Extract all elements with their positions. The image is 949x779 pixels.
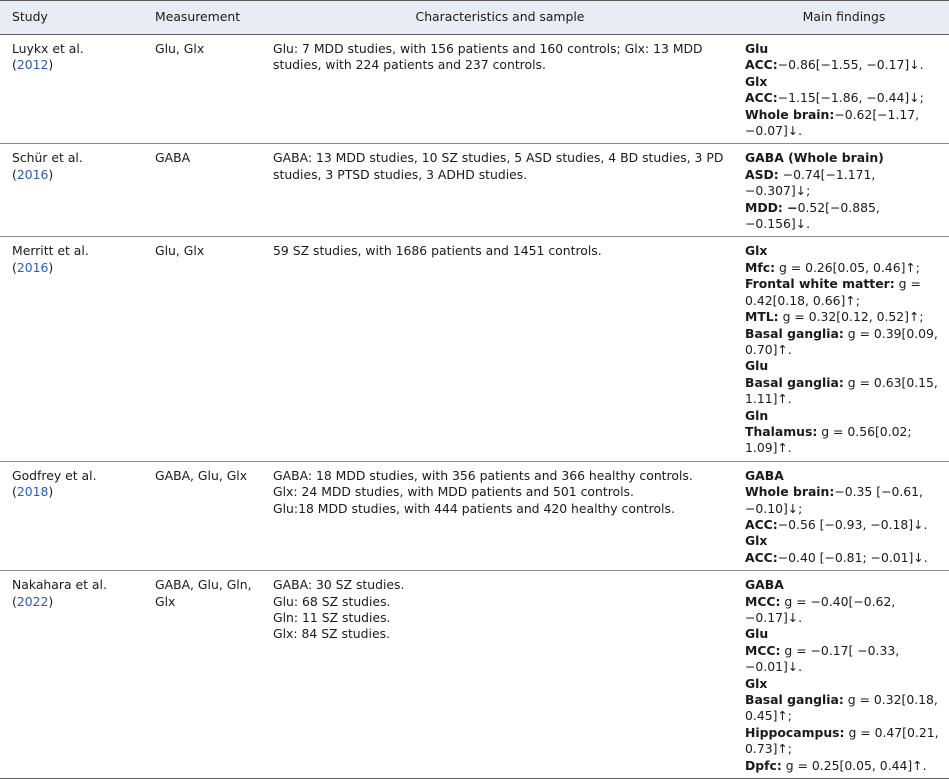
- table-row: [0, 461, 949, 570]
- finding-label: Mfc:: [745, 259, 776, 275]
- finding-value: g = 0.25[0.05, 0.44]↑.: [781, 757, 927, 773]
- finding-label: Frontal white matter:: [745, 276, 895, 292]
- study-year-link[interactable]: 2012: [16, 57, 49, 73]
- finding-label: GABA (Whole brain): [745, 150, 884, 166]
- finding-label: Glx: [745, 243, 768, 259]
- finding-value: g = 0.26[0.05, 0.46]↑;: [775, 259, 920, 275]
- finding-label: MCC:: [745, 593, 781, 609]
- finding-label: ASD:: [745, 166, 779, 182]
- finding-value: g = −0.40[−0.62, −0.17]↓.: [745, 593, 896, 625]
- finding-label: GABA: [745, 577, 784, 593]
- study-cell: Nakahara et al. (2022): [0, 571, 143, 779]
- finding-line: [745, 107, 943, 140]
- finding-line: [745, 309, 943, 325]
- characteristics-line: Glx: 24 MDD studies, with MDD patients and 501 controls.: [273, 484, 634, 500]
- finding-value: −1.15[−1.86, −0.44]↓;: [777, 90, 924, 106]
- study-cell: Godfrey et al. (2018): [0, 461, 143, 570]
- characteristics-line: GABA: 30 SZ studies.: [273, 577, 405, 593]
- finding-line: [745, 276, 943, 309]
- characteristics-line: Glx: 84 SZ studies.: [273, 626, 390, 642]
- characteristics-line: Glu: 68 SZ studies.: [273, 593, 391, 609]
- finding-value: 0.52[−0.885, −0.156]↓.: [745, 199, 880, 232]
- finding-line: [745, 517, 943, 533]
- finding-line: [745, 725, 943, 758]
- finding-value: g = 0.47[0.21, 0.73]↑;: [745, 724, 939, 757]
- finding-line: [745, 643, 943, 676]
- finding-line: [745, 577, 943, 593]
- finding-value: −0.56 [−0.93, −0.18]↓.: [777, 516, 928, 532]
- finding-line: [745, 326, 943, 359]
- finding-value: −0.62[−1.17, −0.07]↓.: [745, 106, 920, 139]
- characteristics-line: 59 SZ studies, with 1686 patients and 1451 controls.: [273, 243, 602, 259]
- characteristics-cell: [261, 144, 735, 237]
- characteristics-cell: [261, 237, 735, 461]
- characteristics-line: Glu: 7 MDD studies, with 156 patients and 160 controls; Glx: 13 MDD studies, with 224 patients and 237 controls.: [273, 41, 703, 73]
- finding-value: −0.40 [−0.81; −0.01]↓.: [777, 549, 928, 565]
- table-row: [0, 144, 949, 237]
- finding-line: [745, 758, 943, 774]
- finding-label: Whole brain:: [745, 106, 835, 122]
- header-characteristics: Characteristics and sample: [261, 1, 735, 35]
- finding-line: [745, 484, 943, 517]
- table-row: [0, 35, 949, 144]
- study-cell: Merritt et al. (2016): [0, 237, 143, 461]
- finding-label: Glu: [745, 626, 769, 642]
- study-author: Luykx et al.: [12, 41, 84, 56]
- header-study: Study: [0, 1, 143, 35]
- study-author: Schür et al.: [12, 150, 83, 166]
- finding-line: [745, 243, 943, 259]
- finding-label: ACC:: [745, 90, 778, 106]
- finding-label: Glu: [745, 358, 769, 374]
- finding-line: [745, 550, 943, 566]
- finding-label: Thalamus:: [745, 423, 818, 439]
- finding-line: [745, 41, 943, 57]
- characteristics-line: GABA: 18 MDD studies, with 356 patients and 366 healthy controls.: [273, 467, 693, 483]
- study-cell: Luykx et al. (2012): [0, 35, 143, 144]
- finding-line: [745, 424, 943, 457]
- finding-label: Basal ganglia:: [745, 325, 844, 341]
- finding-label: ACC:: [745, 516, 778, 532]
- finding-line: [745, 260, 943, 276]
- finding-label: Glx: [745, 73, 768, 89]
- study-year-link[interactable]: 2016: [16, 166, 49, 182]
- finding-line: [745, 167, 943, 200]
- finding-label: Hippocampus:: [745, 724, 845, 740]
- characteristics-cell: [261, 571, 735, 779]
- finding-line: [745, 358, 943, 374]
- finding-label: Basal ganglia:: [745, 692, 844, 708]
- finding-value: g = 0.32[0.12, 0.52]↑;: [778, 309, 924, 325]
- study-author: Merritt et al.: [12, 243, 89, 259]
- header-measurement: Measurement: [143, 1, 261, 35]
- study-year-link[interactable]: 2016: [16, 259, 49, 275]
- study-year-link[interactable]: 2018: [16, 484, 49, 500]
- finding-label: Basal ganglia:: [745, 374, 844, 390]
- study-cell: Schür et al. (2016): [0, 144, 143, 237]
- measurement-cell: Glu, Glx: [143, 237, 261, 461]
- study-year-link[interactable]: 2022: [16, 593, 49, 609]
- finding-label: ACC:: [745, 549, 778, 565]
- finding-line: [745, 533, 943, 549]
- characteristics-cell: [261, 35, 735, 144]
- finding-label: Glx: [745, 533, 768, 549]
- finding-line: [745, 594, 943, 627]
- finding-value: g = 0.63[0.15, 1.11]↑.: [745, 374, 938, 407]
- finding-line: [745, 468, 943, 484]
- table-row: [0, 237, 949, 461]
- measurement-cell: GABA: [143, 144, 261, 237]
- study-author: Godfrey et al.: [12, 467, 97, 483]
- characteristics-line: Glu:18 MDD studies, with 444 patients and 420 healthy controls.: [273, 500, 675, 516]
- header-row: [0, 1, 949, 35]
- measurement-cell: Glu, Glx: [143, 35, 261, 144]
- table-row: [0, 571, 949, 779]
- finding-line: [745, 57, 943, 73]
- findings-cell: [735, 571, 949, 779]
- finding-label: Glu: [745, 41, 769, 56]
- findings-cell: [735, 461, 949, 570]
- finding-line: [745, 74, 943, 90]
- finding-label: Glx: [745, 675, 768, 691]
- finding-label: MDD: −: [745, 199, 798, 215]
- finding-line: [745, 150, 943, 166]
- findings-cell: [735, 35, 949, 144]
- finding-value: −0.35 [−0.61, −0.10]↓;: [745, 484, 923, 516]
- characteristics-line: Gln: 11 SZ studies.: [273, 610, 391, 625]
- finding-label: Dpfc:: [745, 757, 782, 773]
- finding-value: g = −0.17[ −0.33, −0.01]↓.: [745, 642, 900, 675]
- finding-value: g = 0.32[0.18, 0.45]↑;: [745, 692, 938, 724]
- finding-line: [745, 200, 943, 233]
- findings-cell: [735, 144, 949, 237]
- finding-label: Whole brain:: [745, 484, 835, 500]
- finding-value: −0.74[−1.171, −0.307]↓;: [745, 166, 876, 199]
- characteristics-cell: [261, 461, 735, 570]
- finding-label: ACC:: [745, 57, 778, 73]
- measurement-cell: GABA, Glu, Gln, Glx: [143, 571, 261, 779]
- finding-value: −0.86[−1.55, −0.17]↓.: [777, 57, 924, 73]
- finding-value: g = 0.39[0.09, 0.70]↑.: [745, 325, 938, 357]
- finding-label: MTL:: [745, 309, 779, 325]
- finding-label: MCC:: [745, 642, 781, 658]
- finding-line: [745, 676, 943, 692]
- finding-line: [745, 408, 943, 424]
- findings-cell: [735, 237, 949, 461]
- study-author: Nakahara et al.: [12, 577, 107, 593]
- finding-line: [745, 90, 943, 106]
- characteristics-line: GABA: 13 MDD studies, 10 SZ studies, 5 ASD studies, 4 BD studies, 3 PD studies, 3 PTSD studies, 3 ADHD studies.: [273, 150, 724, 182]
- finding-value: g = 0.56[0.02; 1.09]↑.: [745, 423, 912, 456]
- finding-line: [745, 692, 943, 725]
- finding-line: [745, 626, 943, 642]
- finding-label: GABA: [745, 467, 784, 483]
- finding-label: Gln: [745, 407, 769, 423]
- measurement-cell: GABA, Glu, Glx: [143, 461, 261, 570]
- finding-value: g = 0.42[0.18, 0.66]↑;: [745, 276, 921, 308]
- finding-line: [745, 375, 943, 408]
- header-main-findings: Main findings: [735, 1, 949, 35]
